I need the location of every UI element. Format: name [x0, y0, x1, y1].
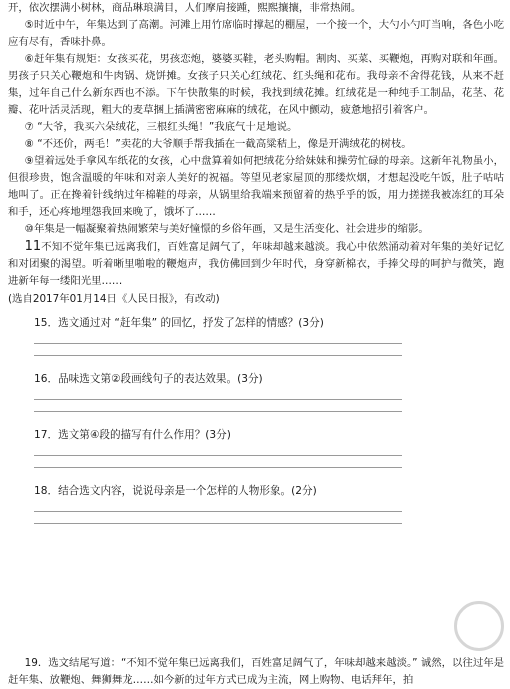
- question-19-text: 19．选文结尾写道：“不知不觉年集已远离我们，百姓富足阔气了，年味却越来越淡。” 诚然，以往过年是赶年集、放鞭炮、舞狮舞龙……如今新的过年方式已成为主流，网上购物、电话拜年，拍: [8, 657, 504, 686]
- paragraph-5: ⑤时近中午，年集达到了高潮。河滩上用竹席临时撑起的棚屋，一个接一个，大勺小勺叮当响，各色小吃应有尽有，香味扑鼻。: [8, 19, 504, 48]
- question-18: [0, 482, 510, 524]
- paragraph-8: ⑧ “不还价，两毛！”卖花的大爷顺手帮我插在一截高粱秸上，像是开满绒花的树枝。: [24, 138, 412, 150]
- question-15: [0, 314, 510, 356]
- question-text: 17．选文第④段的描写有什么作用？(3分): [34, 429, 231, 441]
- question-17: [0, 426, 510, 468]
- question-16: [0, 370, 510, 412]
- question-text: 18．结合选文内容，说说母亲是一个怎样的人物形象。(2分): [34, 485, 317, 497]
- question-text: 15．选文通过对 “赶年集” 的回忆，抒发了怎样的情感？(3分): [34, 317, 324, 329]
- source-note: (选自2017年01月14日《人民日报》，有改动): [8, 293, 220, 305]
- paragraph-fragment: 开，依次摆满小树林，商品琳琅满目，人们摩肩接踵，熙熙攘攘，非常热闹。: [8, 2, 362, 14]
- paragraph-11-text: 不知不觉年集已远离我们，百姓富足阔气了，年味却越来越淡。我心中依然涌动着对年集的美好记忆和对团聚的渴望。听着晰里啪啦的鞭炮声，我仿佛回到少年时代，身穿新棉衣，手捧父母的呵护与微笑，跑进新年每一缕阳光里……: [8, 241, 504, 287]
- answer-line[interactable]: [34, 511, 402, 512]
- answer-line[interactable]: [34, 343, 402, 344]
- question-text: 16．品味选文第②段画线句子的表达效果。(3分): [34, 373, 263, 385]
- paragraph-6: ⑥赶年集有规矩：女孩买花，男孩恋炮，婆婆买鞋，老头购帽。割肉、买菜、买鞭炮，再购对联和年画。男孩子只关心鞭炮和牛肉锅、烧饼摊。女孩子只关心红绒花、红头绳和花布。我母亲不舍得花钱，从来不赶集，过年自己什么新东西也不添。下午快散集的时候，我找到绒花摊。红绒花是一种纯手工制品，花茎、花瓣、花叶活灵活现，粗大的麦草捆上插满密密麻麻的绒花，在风中颤动，疲惫地招引着客户。: [8, 53, 504, 116]
- paragraph-9: ⑨望着远处手拿风车纸花的女孩，心中盘算着如何把绒花分给妹妹和操劳忙碌的母亲。这新年礼物虽小，但很珍贵，饱含温暖的年味和对亲人美好的祝福。等望见老家屋顶的那缕炊烟，才想起没吃午饭，肚子咕咕地叫了。正在搀着针线纳过年棉鞋的母亲，从锅里给我端来预留着的热乎乎的饭，用力搓搓我被冻红的耳朵和手，还心疼地埋怨我回来晚了，饿坏了……: [8, 155, 504, 218]
- paragraph-11: [8, 238, 504, 290]
- paragraph-10: ⑩年集是一幅凝聚着热闹繁荣与美好憧憬的乡俗年画，又是生活变化、社会进步的缩影。: [24, 223, 429, 235]
- paragraph-number: 11: [24, 239, 42, 254]
- answer-line[interactable]: [34, 523, 402, 524]
- paragraph-7: ⑦ “大爷，我买六朵绒花，三根红头绳！”我底气十足地说。: [24, 121, 298, 133]
- answer-line[interactable]: [34, 399, 402, 400]
- answer-line[interactable]: [34, 455, 402, 456]
- question-19: [0, 655, 510, 689]
